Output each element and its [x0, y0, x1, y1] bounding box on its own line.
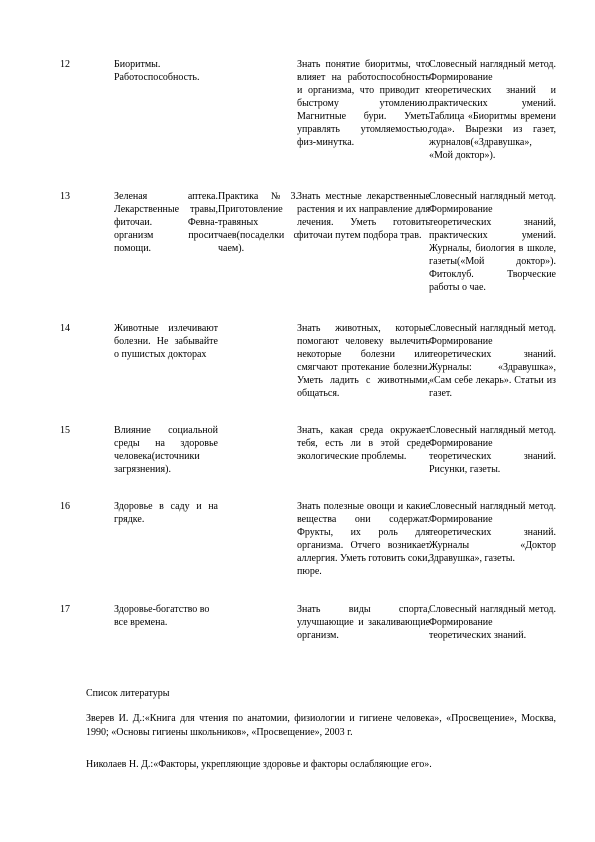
row-number: 14 — [60, 323, 70, 334]
row-knowledge: Знать полезные овощи и какие вещества они содержат. Фрукты, их роль для организма. Отчего возникает аллергия. Уметь готовить соки, пюре. — [297, 501, 431, 577]
row-method: Словесный наглядный метод. Формирование теоретических знаний. Журналы: «Здравушка», «Сам себе лекарь». Статьи из газет. — [429, 323, 556, 399]
row-knowledge: Знать местные лекарственные растения и их направление для лечения. Уметь готовить фиточаи путем подбора трав. — [297, 191, 430, 241]
row-method: Словесный наглядный метод. Формирование теоретических знаний. Журналы «Доктор Здравушка», газеты. — [429, 501, 556, 564]
row-number: 15 — [60, 425, 70, 436]
row-topic: Животные излечивают болезни. Не забывайте о пушистых докторах — [114, 323, 218, 360]
row-topic: Влияние социальной среды на здоровье человека(источники загрязнения). — [114, 425, 218, 475]
row-method: Словесный наглядный метод. Формирование теоретических знаний. — [429, 604, 556, 641]
row-method: Словесный наглядный метод. Формирование теоретических знаний. Рисунки, газеты. — [429, 425, 556, 475]
row-number: 13 — [60, 191, 70, 202]
row-knowledge: Знать понятие биоритмы, что влияет на работоспособность и организма, что приводит к быстрому утомлению. Магнитные бури. Уметь управлять утомляемостью, физ-минутка. — [297, 59, 430, 148]
row-practice: Практика №3. Приготовление травяных чаев(посаделки с чаем). — [218, 191, 298, 254]
row-method: Словесный наглядный метод. Формирование теоретических знаний, практических умений. Журналы, биология в школе, газеты(«Мой доктор»). Фитоклуб. Творческие работы о чае. — [429, 191, 556, 293]
reference-item: Зверев И. Д.:«Книга для чтения по анатомии, физиологии и гигиене человека», «Просвещение», Москва, 1990; «Основы гигиены школьников», «Просвещение», 2003 г. — [86, 713, 556, 738]
row-knowledge: Знать виды спорта, улучшающие и закаливающие организм. — [297, 604, 430, 641]
row-topic: Зеленая аптека. Лекарственные травы, фиточаи. Февна-организм просит помощи. — [114, 191, 218, 254]
row-topic: Здоровье-богатство во все времена. — [114, 604, 210, 628]
row-knowledge: Знать животных, которые помогают человеку вылечить некоторые болезни или смягчают протекание болезни. Уметь ладить с животными, общаться. — [297, 323, 430, 399]
row-number: 12 — [60, 59, 70, 70]
reference-item: Николаев Н. Д.:«Факторы, укрепляющие здоровье и факторы ослабляющие его». — [86, 759, 432, 770]
row-knowledge: Знать, какая среда окружает тебя, есть ли в этой среде экологические проблемы. — [297, 425, 430, 462]
row-number: 16 — [60, 501, 70, 512]
references-title: Список литературы — [86, 688, 170, 699]
row-topic: Здоровье в саду и на грядке. — [114, 501, 218, 525]
row-topic: Биоритмы. Работоспособность. — [114, 59, 200, 83]
row-number: 17 — [60, 604, 70, 615]
row-method: Словесный наглядный метод. Формирование теоретических знаний и практических умений. Таблица «Биоритмы времени года». Вырезки из газет, журналов(«Здравушка», «Мой доктор»). — [429, 59, 556, 161]
